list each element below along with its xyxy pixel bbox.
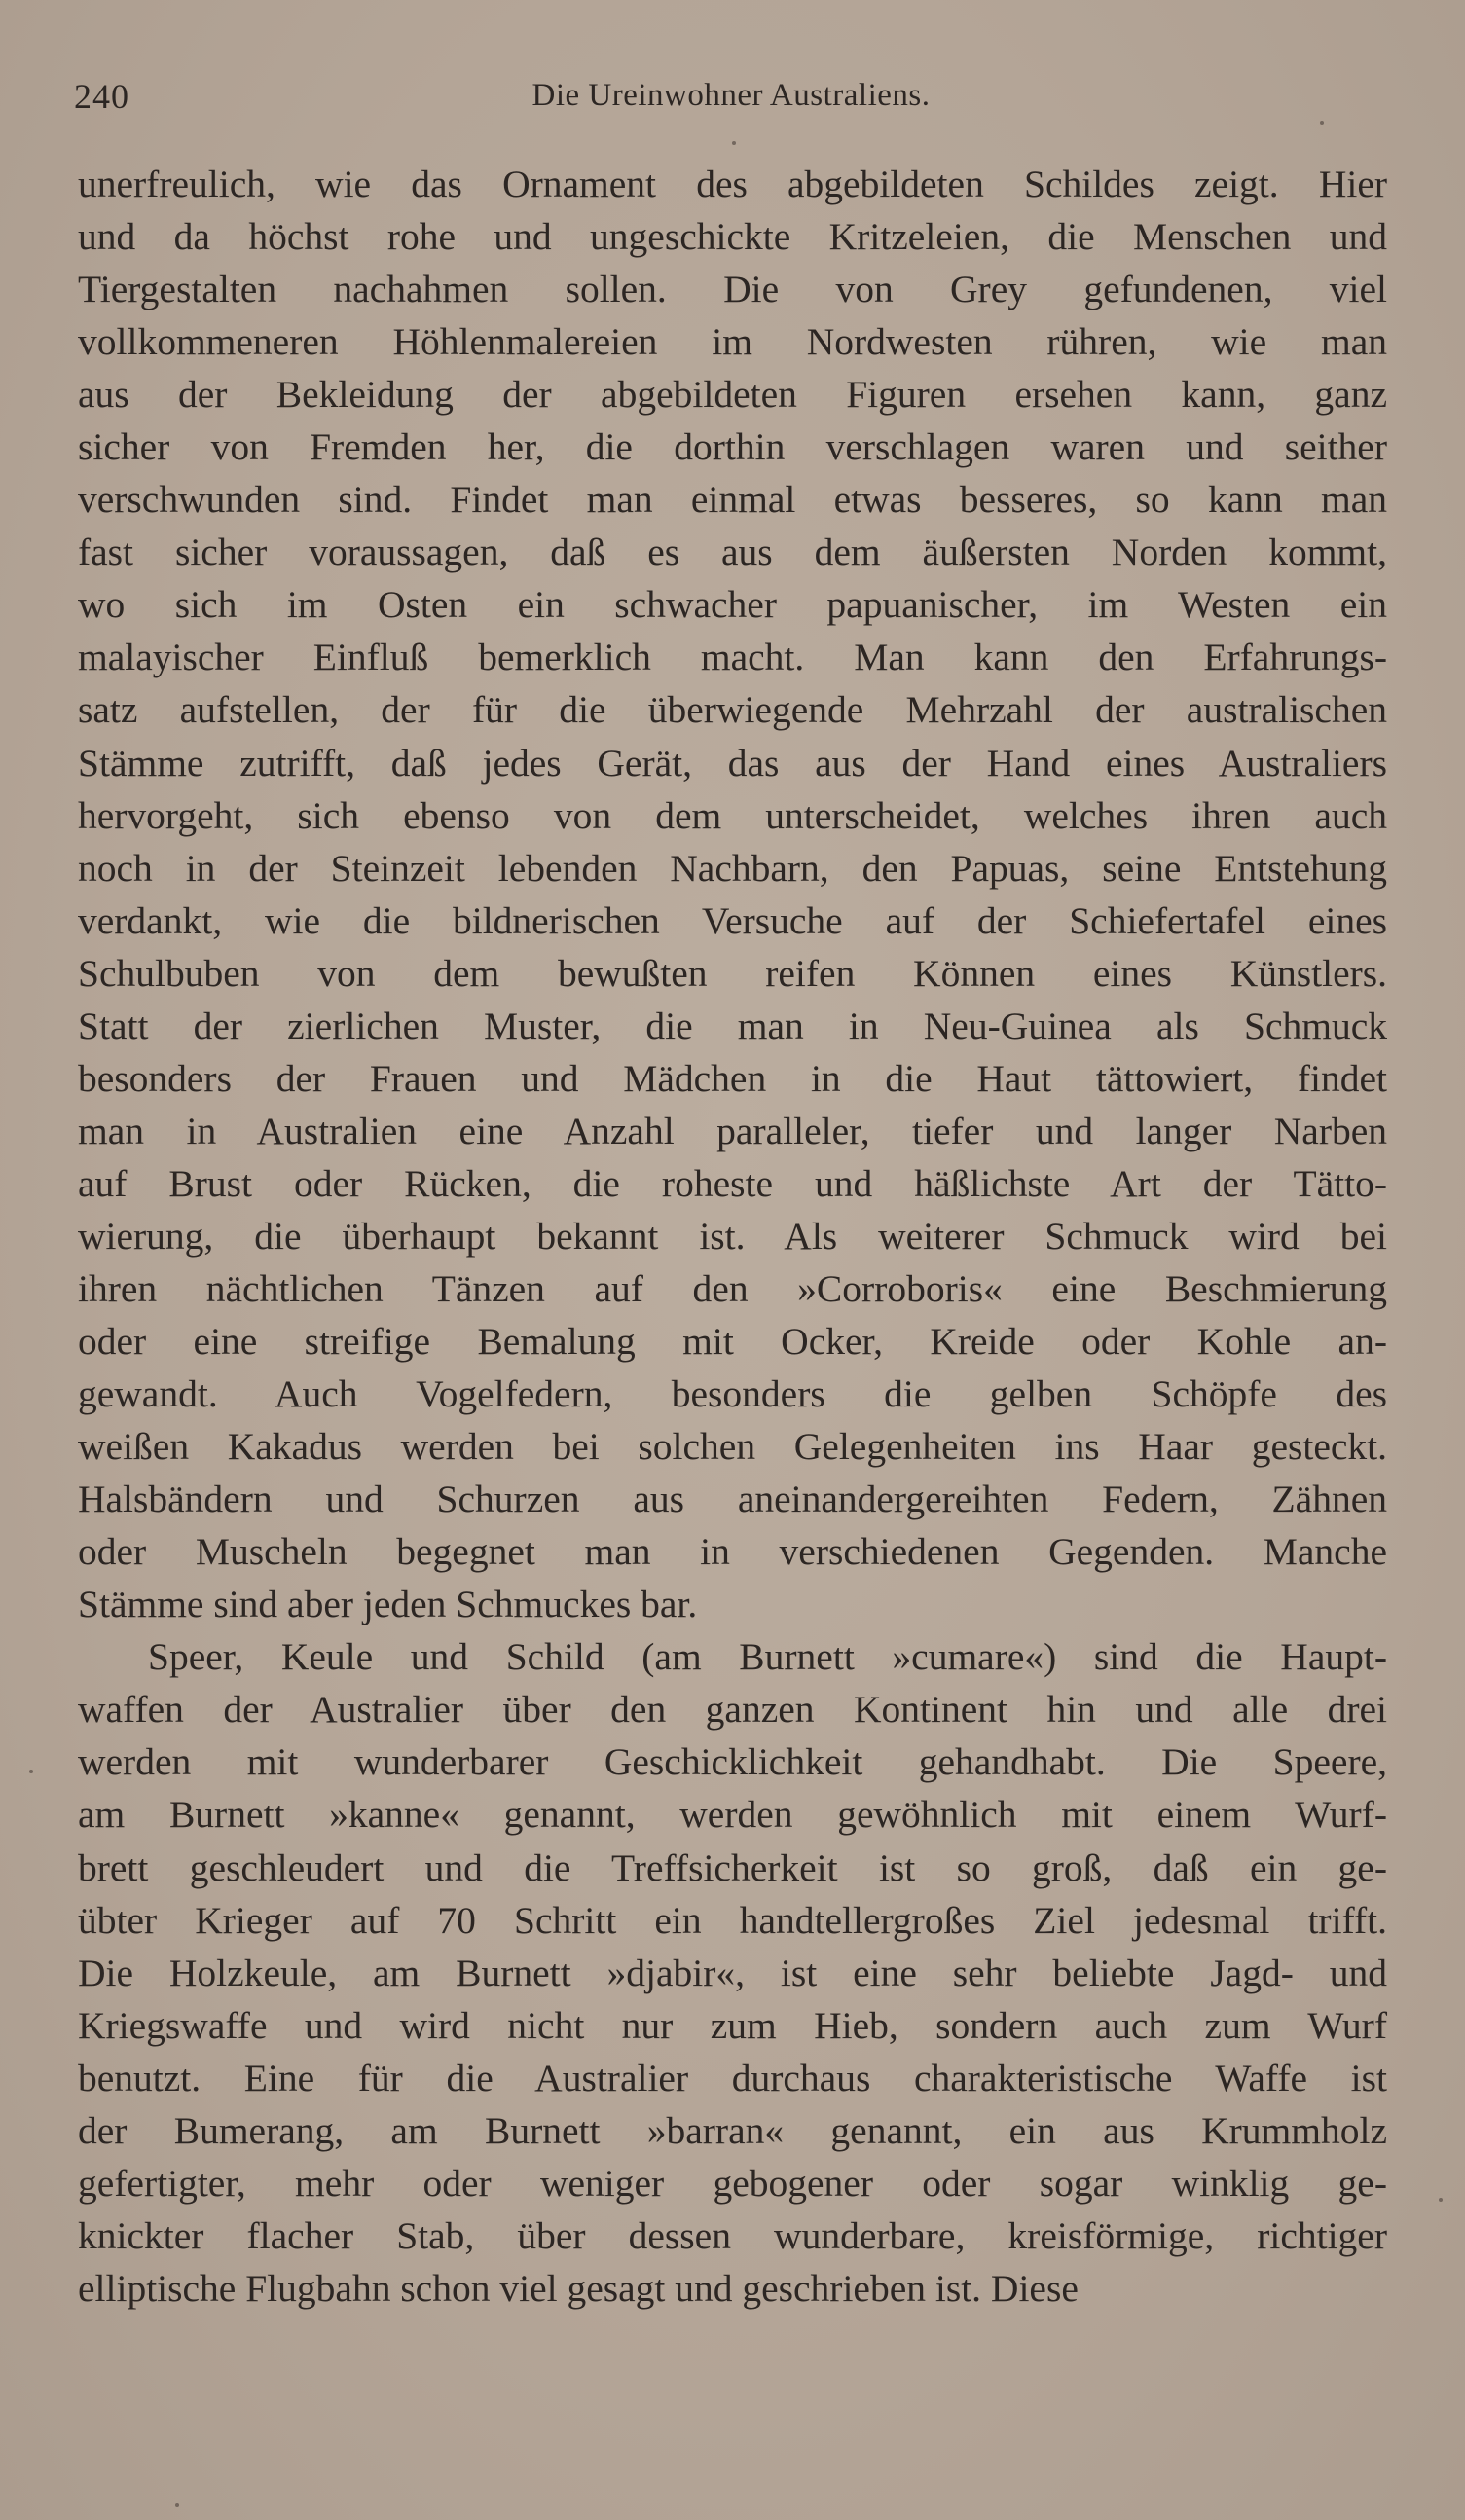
page-number: 240 bbox=[74, 77, 129, 116]
text-line: Schulbuben von dem bewußten reifen Können eines Künstlers. bbox=[78, 951, 1387, 995]
text-line: oder Muscheln begegnet man in verschiedenen Gegenden. Manche bbox=[78, 1530, 1387, 1574]
text-line: Statt der zierlichen Muster, die man in Neu-Guinea als Schmuck bbox=[78, 1004, 1387, 1047]
text-line: satz aufstellen, der für die überwiegende Mehrzahl der australischen bbox=[78, 688, 1387, 732]
text-line: Halsbändern und Schurzen aus aneinandergereihten Federn, Zähnen bbox=[78, 1478, 1387, 1521]
text-line: und da höchst rohe und ungeschickte Kritzeleien, die Menschen und bbox=[78, 215, 1387, 259]
text-line: am Burnett »kanne« genannt, werden gewöhnlich mit einem Wurf- bbox=[78, 1793, 1387, 1837]
running-title: Die Ureinwohner Australiens. bbox=[531, 78, 931, 113]
text-line: man in Australien eine Anzahl paralleler, tiefer und langer Narben bbox=[78, 1109, 1387, 1152]
text-line: werden mit wunderbarer Geschicklichkeit gehandhabt. Die Speere, bbox=[78, 1740, 1387, 1784]
text-line: unerfreulich, wie das Ornament des abgebildeten Schildes zeigt. Hier bbox=[78, 163, 1387, 205]
text-line: oder eine streifige Bemalung mit Ocker, Kreide oder Kohle an- bbox=[78, 1320, 1387, 1364]
text-line: gewandt. Auch Vogelfedern, besonders die gelben Schöpfe des bbox=[78, 1372, 1387, 1416]
text-line: auf Brust oder Rücken, die roheste und häßlichste Art der Tätto- bbox=[78, 1161, 1387, 1205]
print-speck bbox=[1439, 2198, 1443, 2202]
text-line: Speer, Keule und Schild (am Burnett »cumare«) sind die Haupt- bbox=[148, 1635, 1387, 1679]
text-line: verschwunden sind. Findet man einmal etwas besseres, so kann man bbox=[78, 478, 1387, 522]
text-line: besonders der Frauen und Mädchen in die Haut tättowiert, findet bbox=[78, 1056, 1387, 1100]
text-line: hervorgeht, sich ebenso von dem unterscheidet, welches ihren auch bbox=[78, 793, 1387, 837]
text-line: noch in der Steinzeit lebenden Nachbarn, den Papuas, seine Entstehung bbox=[78, 846, 1387, 890]
text-line: verdankt, wie die bildnerischen Versuche auf der Schiefertafel eines bbox=[78, 898, 1387, 942]
text-line: waffen der Australier über den ganzen Kontinent hin und alle drei bbox=[78, 1688, 1387, 1732]
paragraph bbox=[78, 158, 1387, 1630]
text-line: Stämme zutrifft, daß jedes Gerät, das aus der Hand eines Australiers bbox=[78, 741, 1387, 785]
text-line: knickter flacher Stab, über dessen wunderbare, kreisförmige, richtiger bbox=[78, 2213, 1387, 2257]
text-line: Die Holzkeule, am Burnett »djabir«, ist eine sehr beliebte Jagd- und bbox=[78, 1951, 1387, 1994]
print-speck bbox=[29, 1770, 33, 1773]
text-line: Stämme sind aber jeden Schmuckes bar. bbox=[78, 1583, 698, 1626]
text-line: benutzt. Eine für die Australier durchaus charakteristische Waffe ist bbox=[78, 2056, 1387, 2100]
paragraph bbox=[78, 1630, 1387, 2315]
body-text bbox=[78, 158, 1387, 2315]
text-line: weißen Kakadus werden bei solchen Gelegenheiten ins Haar gesteckt. bbox=[78, 1425, 1387, 1469]
text-line: Kriegswaffe und wird nicht nur zum Hieb, sondern auch zum Wurf bbox=[78, 2003, 1387, 2047]
text-line: gefertigter, mehr oder weniger gebogener oder sogar winklig ge- bbox=[78, 2161, 1387, 2205]
text-line: der Bumerang, am Burnett »barran« genannt, ein aus Krummholz bbox=[78, 2108, 1387, 2152]
text-line: elliptische Flugbahn schon viel gesagt und geschrieben ist. Diese bbox=[78, 2266, 1079, 2310]
text-line: ihren nächtlichen Tänzen auf den »Corroboris« eine Beschmierung bbox=[78, 1266, 1387, 1310]
text-line: fast sicher voraussagen, daß es aus dem äußersten Norden kommt, bbox=[78, 530, 1387, 574]
print-speck bbox=[1320, 121, 1324, 125]
text-line: Tiergestalten nachahmen sollen. Die von Grey gefundenen, viel bbox=[78, 268, 1387, 311]
text-line: übter Krieger auf 70 Schritt ein handtellergroßes Ziel jedesmal trifft. bbox=[78, 1898, 1387, 1942]
print-speck bbox=[175, 2503, 179, 2507]
text-line: wierung, die überhaupt bekannt ist. Als weiterer Schmuck wird bei bbox=[78, 1214, 1387, 1258]
text-line: malayischer Einfluß bemerklich macht. Man kann den Erfahrungs- bbox=[78, 636, 1387, 679]
running-head bbox=[74, 76, 1388, 125]
text-line: wo sich im Osten ein schwacher papuanischer, im Westen ein bbox=[78, 583, 1387, 627]
text-line: vollkommeneren Höhlenmalereien im Nordwesten rühren, wie man bbox=[78, 320, 1387, 364]
text-line: brett geschleudert und die Treffsicherkeit ist so groß, daß ein ge- bbox=[78, 1845, 1387, 1889]
text-line: aus der Bekleidung der abgebildeten Figuren ersehen kann, ganz bbox=[78, 373, 1387, 417]
text-line: sicher von Fremden her, die dorthin verschlagen waren und seither bbox=[78, 425, 1387, 469]
print-speck bbox=[732, 141, 736, 145]
